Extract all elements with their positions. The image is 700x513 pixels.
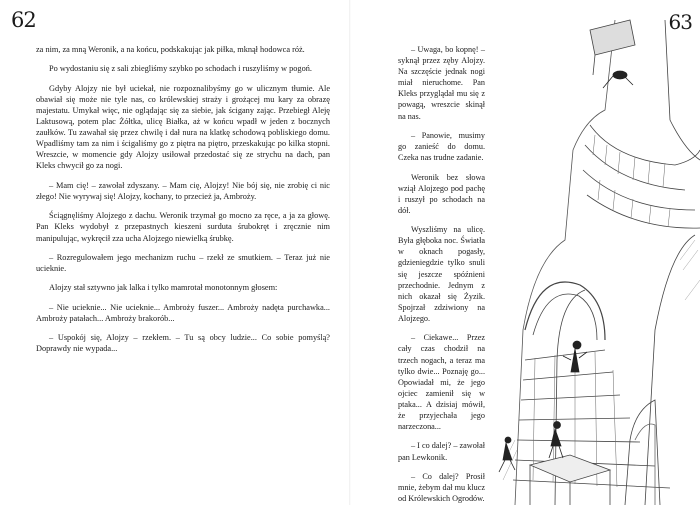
paragraph: Ściągnęliśmy Alojzego z dachu. Weronik trzymał go mocno za ręce, a ja za głowę. Pan Kleks wydobył z przepastnych kieszeni surduta śrubokręt i zręcznie nim manipulując, wykręcił zza ucha Alojzego niewielką śrubkę. <box>36 211 330 243</box>
paragraph: – Co dalej? Prosił mnie, żebym dał mu klucz od Królewskich Ogrodów. <box>398 471 485 504</box>
page-number-left: 62 <box>11 8 36 32</box>
staircase-illustration <box>495 0 700 505</box>
right-page <box>350 0 700 505</box>
paragraph: – Uwaga, bo kopnę! – syknął przez zęby Alojzy. Na szczęście jednak nogi miał nieruchome. Pan Kleks przyglądał mu się z powagą, wreszcie skinął na nas. <box>398 45 485 121</box>
paragraph: Po wydostaniu się z sali zbiegliśmy szybko po schodach i ruszyliśmy w pogoń. <box>49 64 312 74</box>
right-text-column <box>398 44 485 513</box>
left-text-column <box>36 44 330 363</box>
page-number-right: 63 <box>668 10 692 34</box>
paragraph: – Mam cię! – zawołał zdyszany. – Mam cię, Alojzy! Nie bój się, nie zrobię ci nic złego! Nie wyrywaj się! Alojzy, kochany, to przecież ja, Ambroży. <box>36 180 330 201</box>
paragraph: Weronik bez słowa wziął Alojzego pod pachę i ruszył po schodach na dół. <box>398 172 485 215</box>
paragraph: Wyszliśmy na ulicę. Była głęboka noc. Światła w oknach pogasły, gdzieniegdzie tylko snuli się jeszcze spóźnieni przechodnie. Jednym z nich okazał się Żyzik. Spojrzał zdziwiony na Alojzego. <box>398 225 485 323</box>
paragraph: za nim, za mną Weronik, a na końcu, podskakując jak piłka, mknął hodowca róż. <box>36 45 305 54</box>
paragraph: – I co dalej? – zawołał pan Lewkonik. <box>398 441 485 462</box>
left-page <box>0 0 350 505</box>
paragraph: Alojzy stał sztywno jak lalka i tylko mamrotał monotonnym głosem: <box>49 283 278 293</box>
paragraph: – Rozregulowałem jego mechanizm ruchu – rzekł ze smutkiem. – Teraz już nie ucieknie. <box>36 252 330 273</box>
paragraph: – Panowie, musimy go zanieść do domu. Czeka nas trudne zadanie. <box>398 130 485 163</box>
paragraph: Gdyby Alojzy nie był uciekał, nie rozpoznalibyśmy go w ulicznym tłumie. Ale obawiał się może nie tyle nas, co królewskiej straży i grożącej mu kary za obrazę majestatu. Umykał więc, nie oglądając się za siebie, jak ścigany zając. Przebiegł Aleję Laktusową, potem plac Żółtka, ulicę Białka, aż w końcu wpadł w jeden z bocznych zaułków. Tu zawahał się przez chwilę i dał nura na klatkę schodową pobliskiego domu. Wpadliśmy tam za nim i ścigaliśmy go z piętra na piętro, przeskakując po kilka stopni. Wreszcie, w momencie gdy Alojzy usiłował przedostać się ze strychu na dach, pan Kleks chwycił go za nogi. <box>36 83 330 171</box>
paragraph: – Nie ucieknie... Nie ucieknie... Ambroży fuszer... Ambroży nadęta purchawka... Ambroży patałach... Ambroży brakorób... <box>36 302 330 323</box>
paragraph: – Uspokój się, Alojzy – rzekłem. – Tu są obcy ludzie... Co sobie pomyślą? Doprawdy nie wypada... <box>36 333 330 354</box>
paragraph: – Ciekawe... Przez cały czas chodził na trzech nogach, a teraz ma tylko dwie... Poznaję go... Opowiadał mi, że jego ojciec zamienił się w ptaka... A dzisiaj mówił, że przyjechała jego narzeczona... <box>398 333 485 432</box>
